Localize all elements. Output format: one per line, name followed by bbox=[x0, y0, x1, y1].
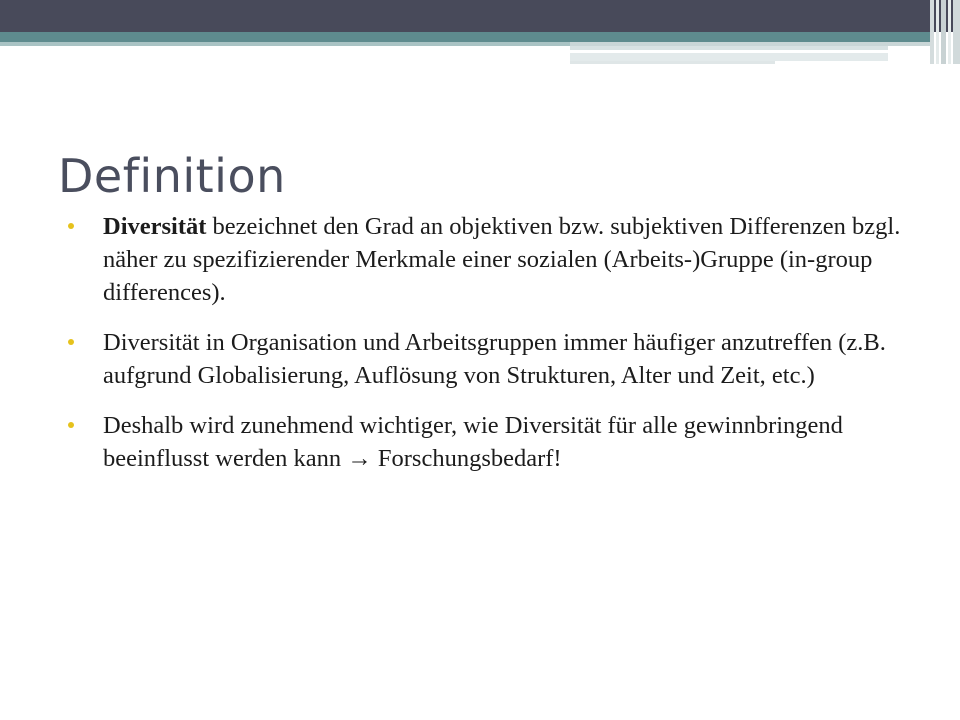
bullet-item bbox=[60, 326, 920, 392]
header-teal-stripe bbox=[0, 32, 930, 42]
header-dark-band bbox=[0, 0, 930, 32]
bullet-item bbox=[60, 409, 920, 475]
bullet-list bbox=[60, 210, 920, 492]
header-grey-stripe bbox=[570, 61, 775, 64]
header-grey-stripe bbox=[570, 53, 888, 61]
header-vertical-bar bbox=[930, 0, 934, 64]
header-vertical-bar bbox=[948, 0, 951, 64]
header-vertical-bar bbox=[953, 0, 960, 64]
round-bullet-icon bbox=[68, 223, 74, 229]
round-bullet-icon bbox=[68, 339, 74, 345]
bullet-bold-lead: Diversität bbox=[103, 213, 207, 240]
bullet-text: Deshalb wird zunehmend wichtiger, wie Diversität für alle gewinnbringend beeinflusst werden kann → Forschungsbedarf! bbox=[103, 412, 843, 472]
header-vertical-bar bbox=[936, 0, 939, 64]
round-bullet-icon bbox=[68, 422, 74, 428]
bullet-text: Diversität in Organisation und Arbeitsgruppen immer häufiger anzutreffen (z.B. aufgrund Globalisierung, Auflösung von Strukturen, Alter und Zeit, etc.) bbox=[103, 329, 886, 389]
bullet-item bbox=[60, 210, 920, 309]
header-vertical-bar bbox=[941, 0, 946, 64]
header-light-teal-stripe bbox=[0, 42, 570, 46]
slide-title: Definition bbox=[58, 149, 286, 203]
bullet-text: bezeichnet den Grad an objektiven bzw. subjektiven Differenzen bzgl. näher zu spezifizierender Merkmale einer sozialen (Arbeits-)Gruppe (in-group differences). bbox=[103, 213, 901, 306]
